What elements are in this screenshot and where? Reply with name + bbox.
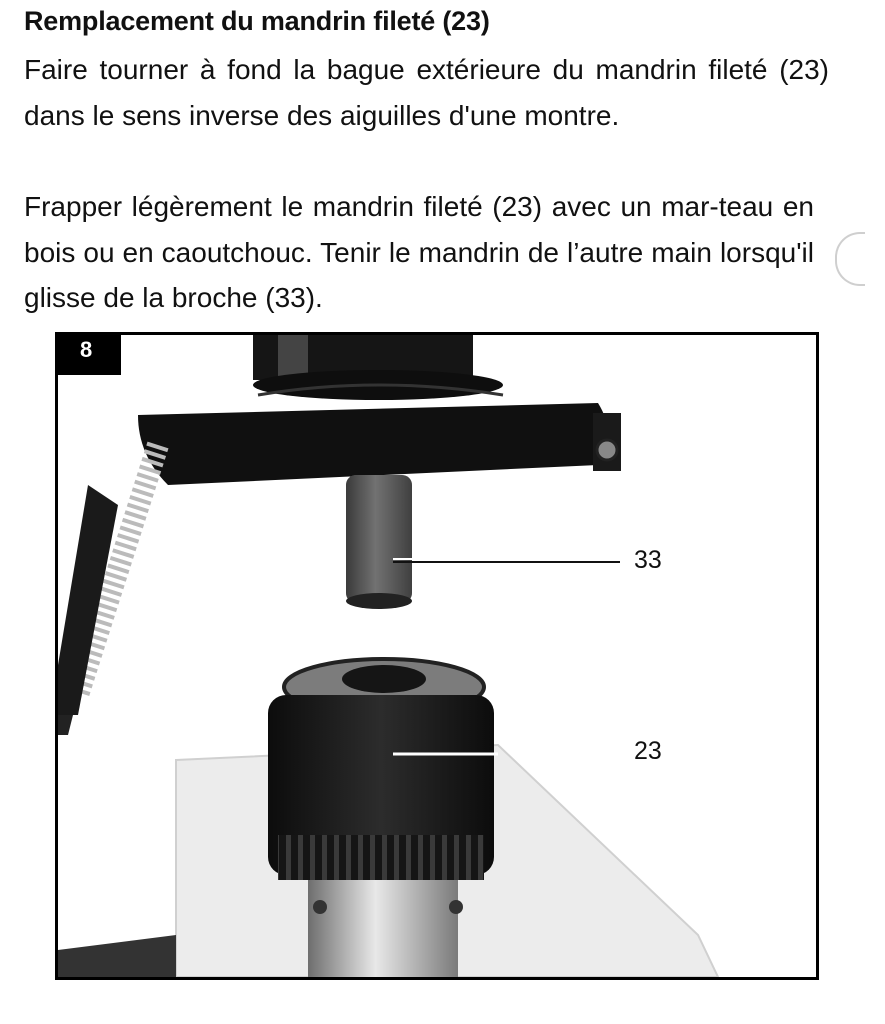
- callout-23: 23: [634, 737, 662, 765]
- head-arm: [138, 403, 608, 485]
- drill-press-photo: [58, 335, 816, 977]
- page-edge-mark: [835, 232, 865, 286]
- callout-33: 33: [634, 546, 662, 574]
- section-heading: Remplacement du mandrin fileté (23): [24, 6, 490, 36]
- instruction-paragraph-1: Faire tourner à fond la bague extérieure du mandrin fileté (23) dans le sens inverse des aiguilles d'une montre.: [24, 54, 829, 131]
- instruction-paragraph-2: Frapper légèrement le mandrin fileté (23) avec un mar-teau en bois ou en caoutchouc. Tenir le mandrin de l’autre main lorsqu'il glisse de la broche (33).: [24, 191, 814, 313]
- figure-8: [55, 332, 819, 980]
- head-screw: [597, 440, 617, 460]
- figure-number: 8: [58, 335, 121, 375]
